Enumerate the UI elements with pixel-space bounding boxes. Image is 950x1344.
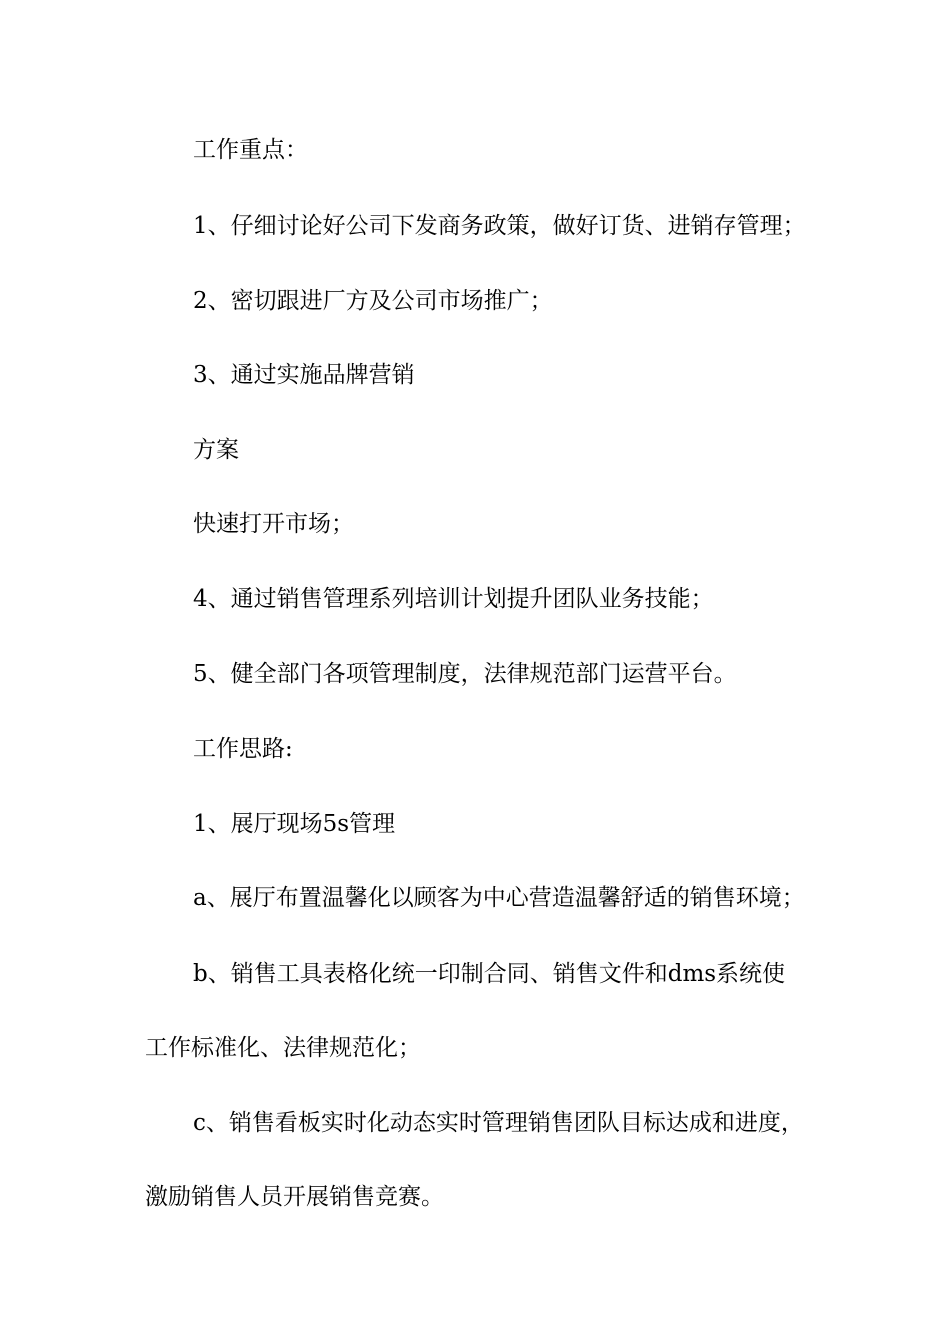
paragraph-focus-5: 5、健全部门各项管理制度，法律规范部门运营平台。 (193, 661, 737, 687)
paragraph-approach-c-continued: 激励销售人员开展销售竞赛。 (145, 1184, 444, 1210)
paragraph-approach-a: a、展厅布置温馨化以顾客为中心营造温馨舒适的销售环境； (193, 885, 805, 911)
paragraph-approach-1: 1、展厅现场5s管理 (193, 811, 396, 837)
paragraph-focus-3: 3、通过实施品牌营销 (193, 362, 415, 388)
heading-work-approach: 工作思路: (193, 736, 293, 762)
paragraph-approach-c: c、销售看板实时化动态实时管理销售团队目标达成和进度， (193, 1110, 804, 1136)
paragraph-open-market: 快速打开市场； (193, 511, 354, 537)
paragraph-approach-b: b、销售工具表格化统一印制合同、销售文件和dms系统使 (193, 961, 786, 987)
paragraph-approach-b-continued: 工作标准化、法律规范化； (145, 1035, 421, 1061)
paragraph-focus-2: 2、密切跟进厂方及公司市场推广； (193, 288, 553, 314)
paragraph-plan: 方案 (193, 437, 239, 463)
heading-work-focus: 工作重点： (193, 137, 308, 163)
paragraph-focus-1: 1、仔细讨论好公司下发商务政策，做好订货、进销存管理； (193, 213, 806, 239)
paragraph-focus-4: 4、通过销售管理系列培训计划提升团队业务技能； (193, 586, 714, 612)
